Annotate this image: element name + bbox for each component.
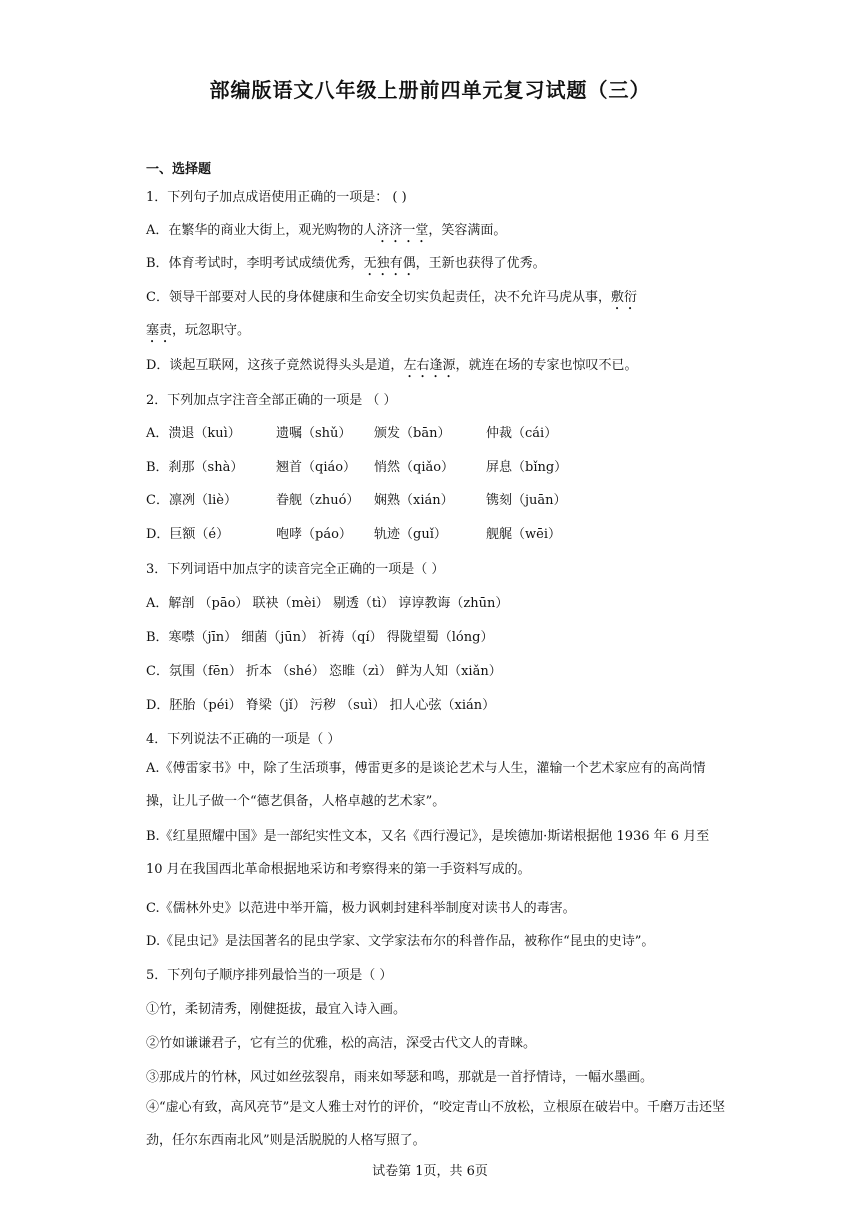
q1-option-a [146,219,726,246]
q1-option-c-line2 [146,319,726,346]
q2-stem: 2．下列加点字注音全部正确的一项是 （ ） [146,393,397,408]
q5-stem: 5．下列句子顺序排列最恰当的一项是（ ） [146,968,393,983]
option-text: C．领导干部要对人民的身体健康和生命安全切实负起责任，决不允许马虎从事， [146,290,611,305]
option-text: A．在繁华的商业大街上，观光购物的人 [146,223,377,238]
q1-option-c-line1 [146,286,726,313]
q3-option-a: A．解剖 （pāo） 联袂（mèi） 剔透（tì） 谆谆教诲（zhūn） [146,596,509,611]
pinyin-item: 咆哮（páo） [276,527,352,542]
q3-option-c: C．氛围（fēn） 折本 （shé） 恣睢（zì） 鲜为人知（xiǎn） [146,664,502,679]
q1-option-b [146,252,726,279]
q2-option-b [146,456,726,475]
pinyin-item: 舰艉（wēi） [486,527,561,542]
pinyin-item: 悄然（qiǎo） [374,460,455,475]
q4-option-a: A.《傅雷家书》中，除了生活琐事，傅雷更多的是谈论艺术与人生，灌输一个艺术家应有的高尚情操，让儿子做一个“德艺俱备，人格卓越的艺术家”。 [146,761,706,809]
q2-option-d [146,523,726,542]
pinyin-item: 仲裁（cái） [486,426,558,441]
pinyin-item: 眷舰（zhuó） [276,493,360,508]
pinyin-item: A．溃退（kuì） [146,426,241,441]
pinyin-item: 颁发（bān） [374,426,451,441]
q4-option-c: C.《儒林外史》以范进中举开篇，极力讽刺封建科举制度对读书人的毒害。 [146,901,576,916]
q3-option-d: D．胚胎（péi） 脊梁（jǐ） 污秽 （suì） 扣人心弦（xián） [146,698,496,713]
q5-sentence-3: ③那成片的竹林，风过如丝弦裂帛，雨来如琴瑟和鸣，那就是一首抒情诗，一幅水墨画。 [146,1070,654,1085]
pinyin-item: 屏息（bǐng） [486,460,568,475]
q4-option-b: B.《红星照耀中国》是一部纪实性文本，又名《西行漫记》，是埃德加·斯诺根据他 1936 年 6 月至 10 月在我国西北革命根据地采访和考察得来的第一手资料写成的。 [146,829,710,877]
dotted-phrase: 左右逢源 [403,358,456,373]
section-heading: 一、选择题 [146,162,212,177]
dotted-phrase: 无独有偶 [363,256,416,271]
dotted-phrase: 济济一堂 [376,223,429,238]
option-text: ，就连在场的专家也惊叹不已。 [455,358,638,373]
q3-option-b: B．寒噤（jīn） 细菌（jūn） 祈祷（qí） 得陇望蜀（lóng） [146,630,494,645]
page-title: 部编版语文八年级上册前四单元复习试题（三） [209,78,651,102]
pinyin-item: 娴熟（xián） [374,493,454,508]
pinyin-item: D．巨额（é） [146,527,230,542]
pinyin-item: C．凛冽（liè） [146,493,237,508]
q2-option-a [146,422,726,441]
q5-sentence-4: ④“虚心有致，高风亮节”是文人雅士对竹的评价，“咬定青山不放松，立根原在破岩中。千磨万击还坚劲，任尔东西南北风”则是活脱脱的人格写照了。 [146,1100,725,1148]
dotted-phrase: 塞责 [146,323,173,338]
dotted-phrase: 敷衍 [610,290,637,305]
option-text: ，笑容满面。 [428,223,507,238]
option-text: D．谈起互联网，这孩子竟然说得头头是道， [146,358,404,373]
q5-sentence-1: ①竹，柔韧清秀，刚健挺拔，最宜入诗入画。 [146,1002,407,1017]
option-text: ，王新也获得了优秀。 [415,256,546,271]
pinyin-item: 翘首（qiáo） [276,460,357,475]
pinyin-item: 镌刻（juān） [486,493,567,508]
page-footer: 试卷第 1页，共 6页 [372,1164,488,1179]
q5-sentence-2: ②竹如谦谦君子，它有兰的优雅，松的高洁，深受古代文人的青睐。 [146,1036,537,1051]
pinyin-item: 轨迹（guǐ） [374,527,447,542]
q2-option-c [146,489,726,508]
option-text: ，玩忽职守。 [172,323,251,338]
option-text: B．体育考试时，李明考试成绩优秀， [146,256,364,271]
q4-stem: 4．下列说法不正确的一项是（ ） [146,732,341,747]
q1-stem: 1．下列句子加点成语使用正确的一项是： ( ) [146,190,407,205]
q1-option-d [146,354,726,381]
pinyin-item: B．刹那（shà） [146,460,244,475]
q3-stem: 3．下列词语中加点字的读音完全正确的一项是（ ） [146,562,445,577]
q4-option-d: D.《昆虫记》是法国著名的昆虫学家、文学家法布尔的科普作品，被称作“昆虫的史诗”。 [146,934,655,949]
pinyin-item: 遗嘱（shǔ） [276,426,352,441]
